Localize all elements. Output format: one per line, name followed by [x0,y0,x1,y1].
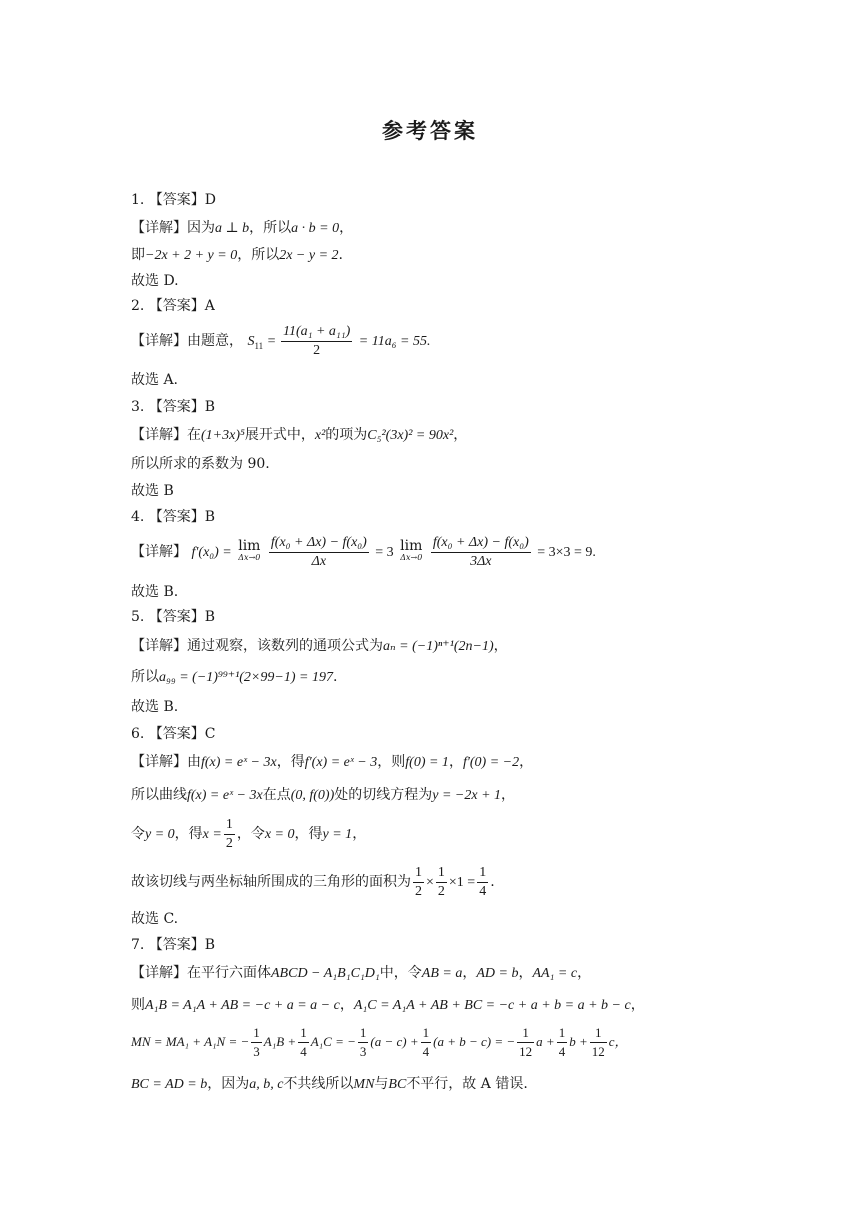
q2-numerator: 11(a₁ + a₁₁) [281,323,352,342]
q7-frac7 [590,1024,607,1061]
q7-formula: BC = AD = b [131,1077,208,1092]
q7-text: ， [462,965,477,981]
q4-den1: Δx [311,553,327,569]
q7-den: 4 [300,1044,307,1059]
q7-num: 1 [517,1024,534,1043]
q7-text: ， [630,997,645,1013]
q6-text: 令 [131,826,145,842]
q7-formula: A₁B = A₁A + AB = −c + a = a − c [145,998,340,1013]
q7-answer: 7. 【答案】B [131,937,216,953]
q6-num: 1 [224,816,235,835]
q7-text: ， [518,965,533,981]
q7-text: ， [339,997,354,1013]
q6-text: ，得 [294,826,323,842]
q7-den: 3 [253,1044,260,1059]
q4-lim: lim [400,538,423,554]
q6-den: 2 [437,883,445,899]
q6-frac1 [413,864,424,901]
q2-text: 【详解】由题意， [131,333,243,349]
q1-answer: 1. 【答案】D [131,192,217,208]
q6-num: 1 [413,864,424,883]
q7-frac6 [557,1024,568,1061]
q3-text: 的项为 [325,427,368,443]
q7-den: 4 [422,1044,430,1059]
q7-num: 1 [298,1024,309,1043]
q7-den: 12 [591,1044,605,1059]
q7-num: 1 [590,1024,607,1043]
q5-text: ， [493,638,508,654]
q7-text: 则 [131,997,145,1013]
q6-formula: y = 1 [322,827,353,842]
q6-text: ，得 [174,826,203,842]
q6-times: × [426,875,434,890]
q6-formula: f′(x) = eˣ − 3 [304,755,378,770]
q5-answer: 5. 【答案】B [131,609,216,625]
q4-lim: lim [238,538,261,554]
q4-detail-line1 [131,532,771,573]
q1-text: ，所以 [249,220,292,236]
q7-detail-line2 [131,995,771,1016]
q7-formula: (a + b − c) = − [433,1034,516,1049]
q2-detail-line1: 【详解】由题意， $S_{11}$ = $\frac{\text{11(a₁ + a₁₁)}}{2}$ = 11a₆ = 55. [131,323,431,358]
q7-vector: AD = b [476,966,519,981]
q7-formula: c， [608,1034,628,1049]
q6-text: ，令 [236,826,265,842]
q3-answer: 3. 【答案】B [131,399,216,415]
q7-text: 中，令 [379,965,422,981]
q6-formula: y = −2x + 1 [432,788,502,803]
q4-den2: 3Δx [470,553,492,569]
q4-end: = 3×3 = 9. [537,545,596,560]
q6-den: 2 [415,883,422,899]
q7-text: 与 [374,1076,389,1092]
q7-num: 1 [421,1024,432,1043]
q6-text: ， [352,826,367,842]
q7-detail-line1 [131,963,771,984]
q6-frac2 [436,864,447,901]
q6-text: ，得 [276,754,305,770]
q6-choice: 故选 C. [131,911,179,927]
q4-limit1 [238,540,260,564]
q1-text: . [338,247,343,263]
page-title: 参考答案 [382,119,478,143]
q6-fraction-half [224,816,235,853]
q1-formula: 2x − y = 2 [279,248,339,263]
q3-formula: (1+3x)⁵ [201,428,245,443]
q6-formula: f′(0) = −2 [462,755,520,770]
q6-formula: f(x) = eˣ − 3x [187,788,263,803]
q4-derivative: f′(x₀) = [191,545,232,560]
q5-choice: 故选 B. [131,699,179,715]
q2-sum-symbol [247,334,263,349]
q5-formula: aₙ = (−1)ⁿ⁺¹(2n−1) [383,639,494,654]
q7-formula: b + [569,1034,588,1049]
q7-formula: a + [536,1034,555,1049]
q4-fraction2 [431,534,531,571]
q6-formula: x = [202,827,222,842]
q7-text: ，因为 [207,1076,250,1092]
q6-text: ， [501,787,516,803]
q7-frac1 [251,1024,262,1061]
q1-detail-line1 [131,218,771,239]
q6-text: ， [448,754,463,770]
q7-vector: BC [388,1077,407,1092]
q6-detail-line1 [131,752,771,773]
q2-denominator: 2 [313,342,321,358]
q4-num1: f(x₀ + Δx) − f(x₀) [269,534,369,553]
q7-text: 不平行，故 A 错误. [406,1076,528,1092]
q6-text: 在点 [262,787,291,803]
q7-formula: ABCD − A₁B₁C₁D₁ [271,966,380,981]
q7-formula: A₁C = A₁A + AB + BC = −c + a + b = a + b − c [353,998,631,1013]
q4-choice: 故选 B. [131,584,179,600]
q6-text: . [490,874,495,890]
q6-formula: (0, f(0)) [290,788,335,803]
q6-formula: x = 0 [264,827,295,842]
q7-detail-line4 [131,1074,771,1095]
q3-detail-line2: 所以所求的系数为 90. [131,456,270,472]
q2-s-sub: 11 [254,340,264,351]
q7-formula: (a − c) + [370,1034,419,1049]
q4-mid: = 3 [375,545,394,560]
q4-text: 【详解】 [131,544,187,560]
q6-times: ×1 = [448,875,476,890]
q2-fraction [281,323,352,360]
q1-formula-perp: a ⊥ b [215,221,250,236]
q5-detail-line2 [131,667,771,688]
q4-fraction1 [269,534,369,571]
q6-answer: 6. 【答案】C [131,726,216,742]
q7-formula: A₁B + [263,1034,297,1049]
q5-text: . [332,669,338,685]
q7-den: 12 [519,1044,533,1059]
q6-text: 处的切线方程为 [334,787,433,803]
q6-formula: f(0) = 1 [405,755,449,770]
q4-limsub: Δx→0 [400,553,423,562]
q6-detail-line3 [131,814,771,855]
q6-frac3 [477,864,488,901]
q6-text: 所以曲线 [131,787,187,803]
q7-frac5 [517,1024,534,1061]
q4-answer: 4. 【答案】B [131,509,216,525]
q6-detail-line2 [131,785,771,806]
q5-detail-line1 [131,636,771,657]
q7-den: 3 [359,1044,367,1059]
q3-formula: C₅²(3x)² = 90x² [367,428,454,443]
q1-text: ，所以 [237,247,280,263]
q1-text: 即 [131,247,145,263]
q7-text: ， [577,965,592,981]
q6-den: 4 [479,883,487,899]
q1-detail-line2 [131,245,771,266]
q7-formula: A₁C = − [310,1034,356,1049]
q4-limsub: Δx→0 [238,553,261,562]
q7-vector: AA₁ = c [532,966,578,981]
q1-formula-dot: a · b = 0 [291,221,340,236]
q4-num2: f(x₀ + Δx) − f(x₀) [431,534,531,553]
q7-vector: AB = a [421,966,463,981]
q1-formula: −2x + 2 + y = 0 [145,248,238,263]
q7-num: 1 [251,1024,262,1043]
q6-formula: y = 0 [145,827,175,842]
q7-formula: a, b, c [249,1077,284,1092]
q7-vector: MN [353,1077,375,1092]
q6-num: 1 [436,864,447,883]
q6-text: ， [519,754,534,770]
q7-text: 不共线所以 [283,1076,354,1092]
q1-choice: 故选 D. [131,273,179,289]
q7-text: 【详解】在平行六面体 [131,965,271,981]
q6-text: 故该切线与两坐标轴所围成的三角形的面积为 [131,874,411,890]
q3-formula: x² [314,428,326,443]
q2-choice: 故选 A. [131,372,179,388]
q6-den: 2 [225,835,233,851]
q1-text: ， [339,220,354,236]
q7-frac2 [298,1024,309,1061]
q6-text: 【详解】由 [131,754,201,770]
q5-text: 【详解】通过观察，该数列的通项公式为 [131,638,383,654]
q6-formula: f(x) = eˣ − 3x [201,755,277,770]
q2-s: S [247,334,255,349]
q7-detail-line3 [131,1022,771,1063]
q5-text: 所以 [131,669,159,685]
q3-text: ， [453,427,468,443]
q7-num: 1 [557,1024,568,1043]
q4-limit2 [400,540,422,564]
q6-detail-line4 [131,862,771,903]
q5-formula: a₉₉ = (−1)⁹⁹⁺¹(2×99−1) = 197 [159,670,333,685]
q6-text: ，则 [377,754,406,770]
q3-text: 【详解】在 [131,427,201,443]
q6-num: 1 [477,864,488,883]
q7-num: 1 [358,1024,369,1043]
q3-choice: 故选 B [131,483,174,499]
q7-formula: MN = MA₁ + A₁N = − [131,1034,250,1049]
q7-frac4 [421,1024,432,1061]
q1-text: 【详解】因为 [131,220,215,236]
q7-den: 4 [558,1044,566,1059]
q2-answer: 2. 【答案】A [131,298,215,314]
q7-frac3 [358,1024,369,1061]
q3-detail-line1 [131,425,771,446]
q3-text: 展开式中， [244,427,315,443]
q2-formula-rest: = 11a₆ = 55. [358,334,431,349]
